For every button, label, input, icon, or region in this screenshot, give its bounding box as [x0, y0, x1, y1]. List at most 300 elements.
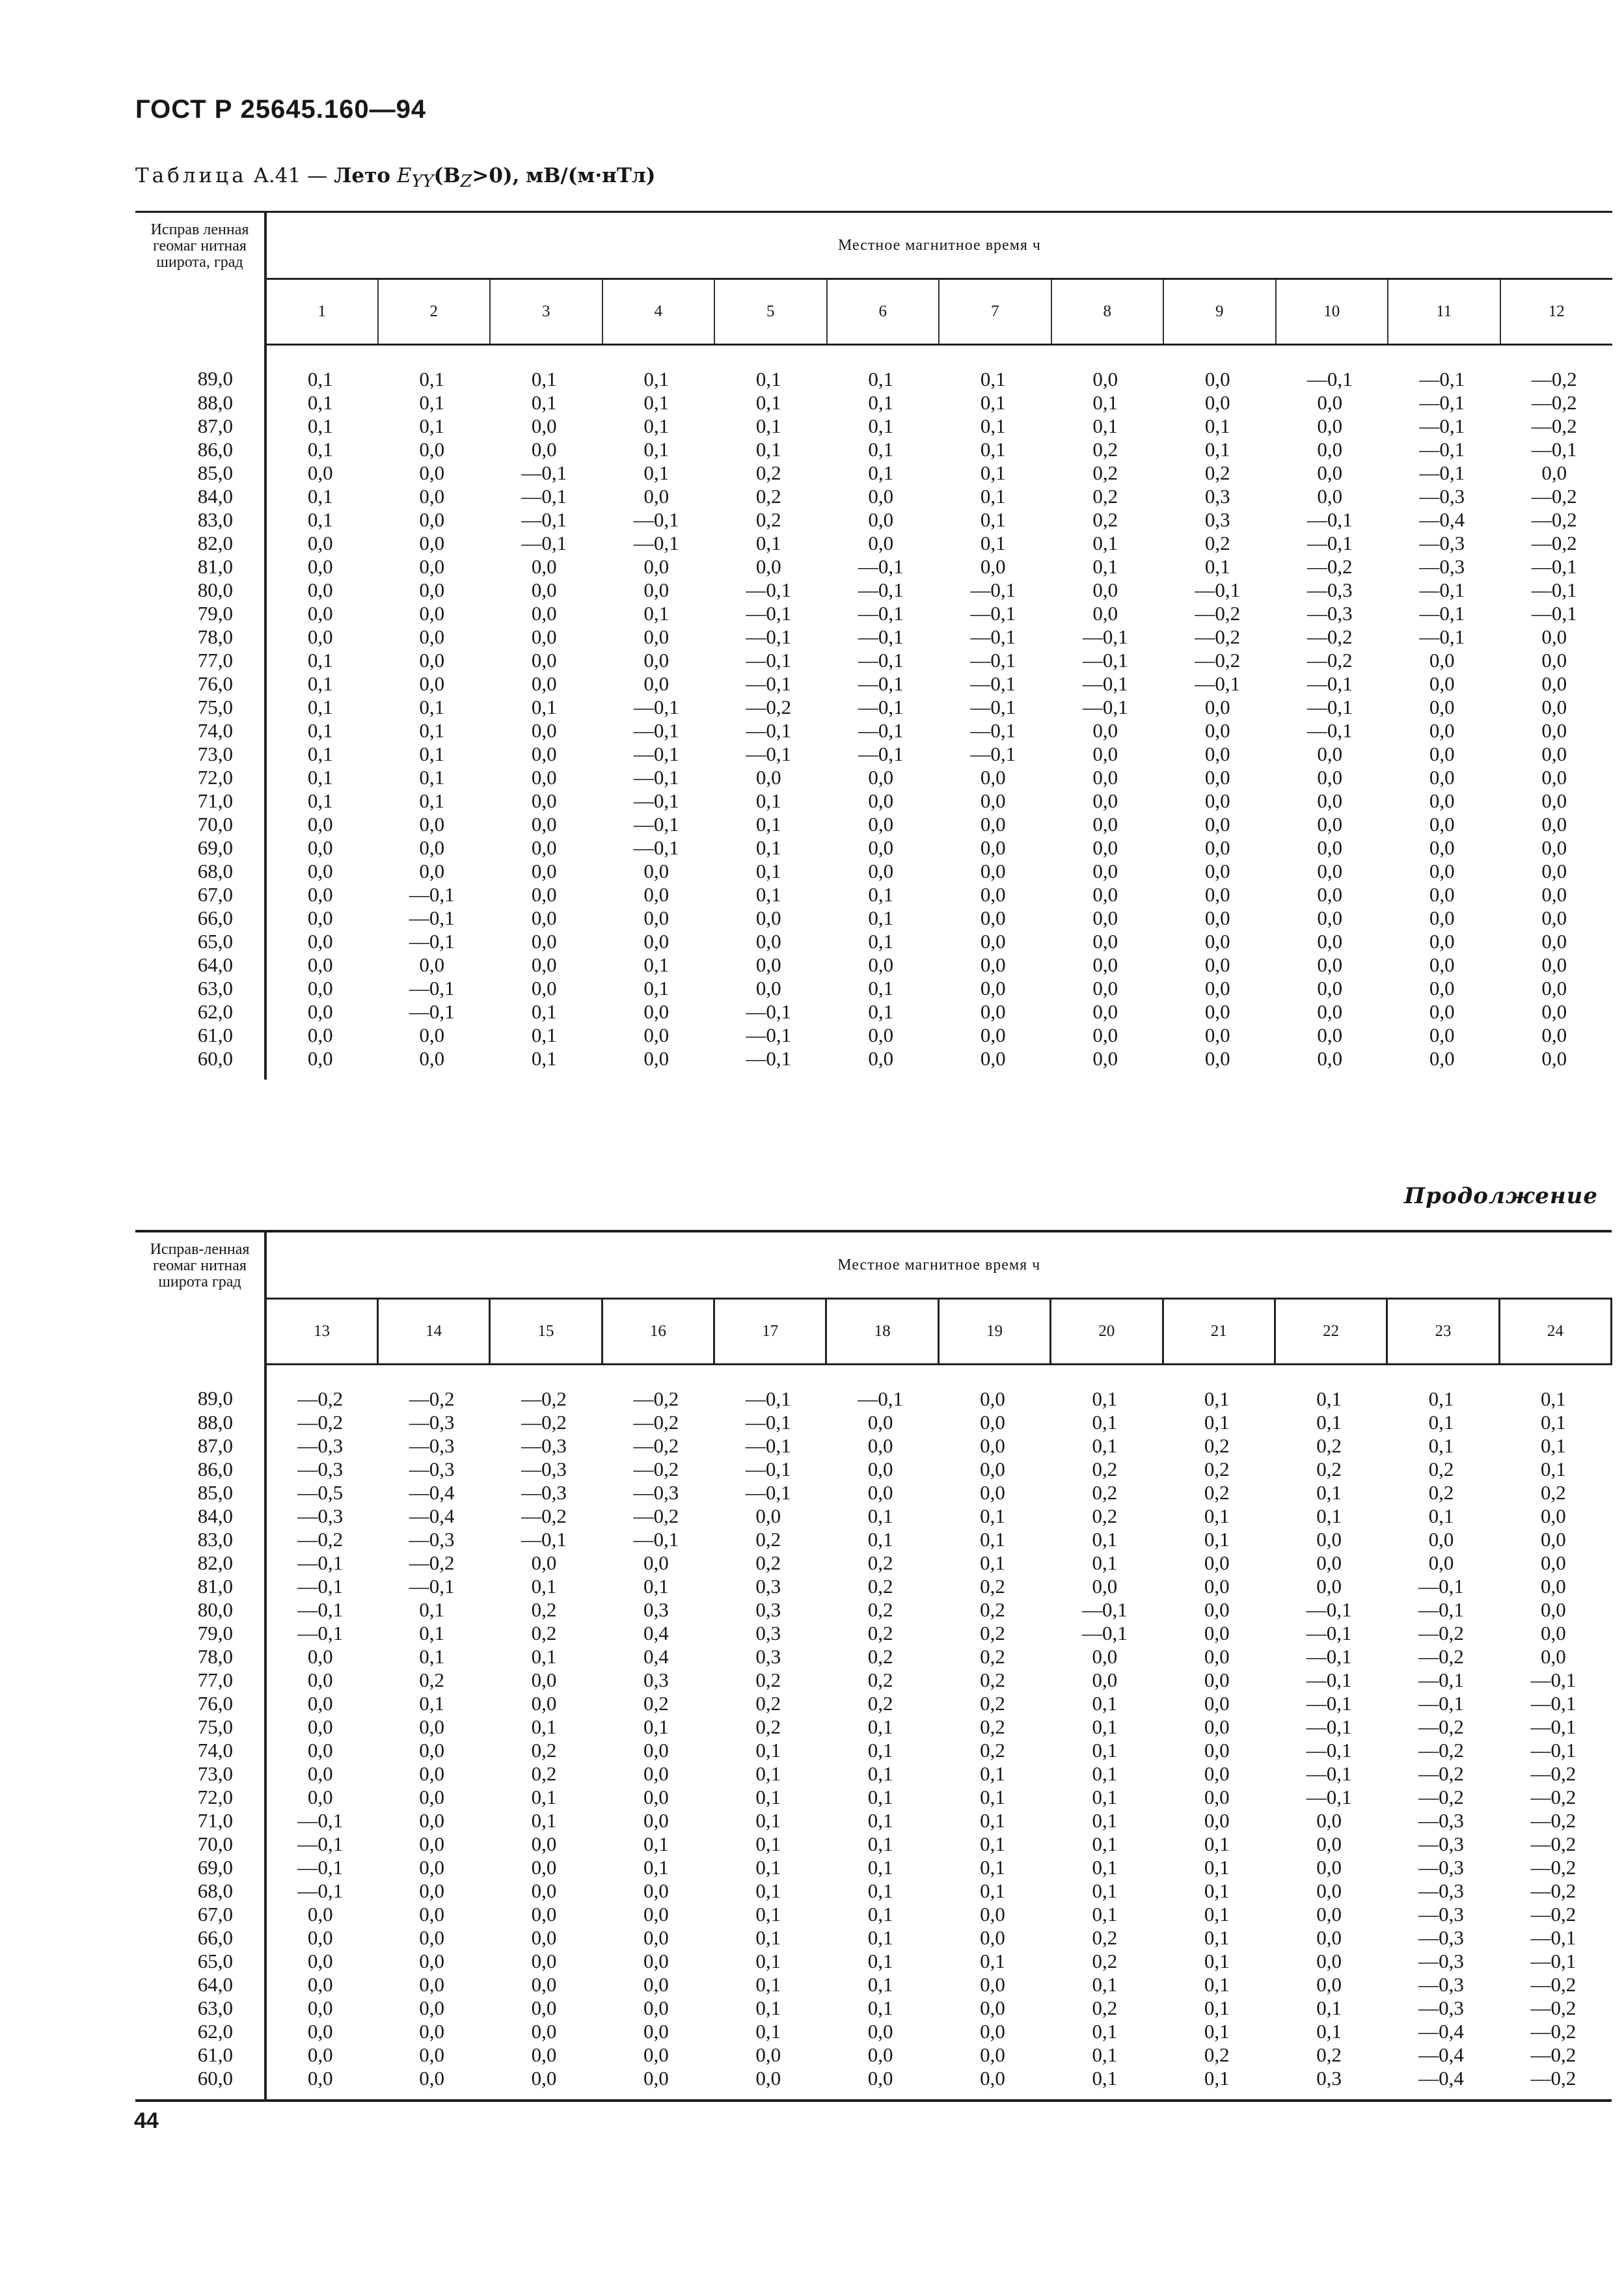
value-cell: 0,0	[1429, 860, 1455, 882]
value-cell: 0,0	[1092, 1000, 1118, 1023]
value-cell: 0,2	[867, 1692, 893, 1715]
value-cell: 0,1	[1204, 1505, 1230, 1527]
value-cell: 0,1	[419, 719, 445, 742]
value-cell: —0,1	[1531, 602, 1577, 625]
value-cell: 0,0	[1092, 1047, 1118, 1070]
latitude-cell: 80,0	[135, 579, 265, 602]
value-cell: —0,1	[1306, 719, 1353, 742]
table-row	[135, 672, 1612, 696]
value-cell: 0,0	[419, 485, 445, 508]
value-cell: 0,0	[1541, 1000, 1567, 1023]
latitude-cell: 76,0	[135, 672, 265, 696]
value-cell: 0,1	[1428, 1505, 1454, 1527]
value-cell: —0,2	[1418, 1622, 1464, 1644]
page-number: 44	[134, 2108, 159, 2133]
latitude-cell: 79,0	[135, 602, 265, 625]
value-cell: —0,1	[858, 602, 904, 625]
value-cell: 0,0	[419, 625, 445, 648]
value-cell: 0,1	[867, 1505, 893, 1527]
caption-number: А.41 —	[253, 164, 328, 187]
table-row	[135, 1715, 1612, 1739]
value-cell: —0,1	[633, 813, 679, 836]
value-cell: 0,1	[867, 1786, 893, 1808]
value-cell: 0,1	[1540, 1458, 1566, 1480]
value-cell: —0,1	[1081, 1622, 1128, 1644]
value-cell: —0,2	[1531, 532, 1577, 554]
value-cell: 0,0	[419, 1832, 444, 1855]
value-cell: 0,1	[867, 1926, 893, 1949]
value-cell: 0,1	[1316, 1481, 1342, 1504]
value-cell: 0,0	[980, 813, 1006, 836]
latitude-cell: 71,0	[135, 789, 265, 813]
value-cell: —0,1	[858, 649, 904, 672]
value-cell: 0,1	[531, 1000, 557, 1023]
value-cell: —0,1	[1530, 1739, 1577, 1762]
value-cell: 0,0	[531, 1903, 557, 1926]
value-cell: —0,1	[409, 1575, 455, 1598]
value-cell: 0,1	[1316, 2020, 1342, 2043]
latitude-cell: 67,0	[135, 883, 265, 906]
value-cell: 0,0	[867, 2067, 893, 2090]
value-cell: 0,1	[1092, 1387, 1118, 1410]
value-cell: 0,0	[755, 930, 781, 953]
value-cell: —0,1	[858, 696, 904, 718]
value-cell: 0,0	[1204, 1598, 1230, 1621]
value-cell: 0,0	[1429, 1000, 1455, 1023]
value-cell: 0,0	[643, 1809, 669, 1832]
value-cell: 0,1	[868, 415, 894, 437]
value-cell: —0,2	[1531, 508, 1577, 531]
value-cell: 0,1	[1204, 1950, 1230, 1972]
value-cell: —0,2	[633, 1505, 679, 1527]
table-row	[135, 1879, 1612, 1903]
value-cell: 0,0	[531, 438, 557, 461]
table-row	[135, 1856, 1612, 1879]
value-cell: —0,1	[1530, 1692, 1577, 1715]
value-cell: 0,1	[1204, 1528, 1230, 1551]
value-cell: 0,0	[868, 1024, 894, 1046]
latitude-cell: 69,0	[135, 836, 265, 860]
value-cell: —0,1	[970, 602, 1016, 625]
value-cell: 0,0	[1541, 953, 1567, 976]
table-row	[135, 345, 1612, 392]
value-cell: 0,0	[307, 625, 333, 648]
value-cell: 0,1	[980, 1832, 1005, 1855]
value-cell: 0,1	[1092, 2067, 1118, 2090]
caption-title: Лето	[333, 164, 390, 187]
value-cell: 0,0	[1317, 860, 1343, 882]
value-cell: 0,1	[1092, 2020, 1118, 2043]
value-cell: —0,3	[1306, 579, 1353, 601]
value-cell: —0,1	[970, 625, 1016, 648]
value-cell: —0,1	[633, 508, 679, 531]
value-cell: 0,1	[1204, 1996, 1230, 2019]
latitude-cell: 88,0	[135, 391, 265, 415]
value-cell: 0,0	[643, 1739, 669, 1762]
value-cell: 0,0	[307, 2067, 333, 2090]
value-cell: 0,0	[1092, 1645, 1118, 1668]
value-cell: 0,0	[419, 2043, 444, 2066]
value-cell: 0,1	[1204, 1973, 1230, 1996]
value-cell: 0,1	[1092, 1739, 1118, 1762]
latitude-cell: 74,0	[135, 719, 265, 742]
value-cell: 0,1	[1316, 1505, 1342, 1527]
value-cell: 0,0	[1204, 766, 1230, 789]
value-cell: 0,0	[980, 1926, 1005, 1949]
value-cell: 0,3	[755, 1645, 781, 1668]
value-cell: —0,4	[409, 1505, 455, 1527]
value-cell: 0,1	[307, 672, 333, 695]
row-header-label: Исправ-ленная геомаг нитная широта град	[135, 1231, 265, 1365]
hour-column-header: 12	[1500, 279, 1613, 345]
table-row	[135, 1434, 1612, 1458]
value-cell: 0,0	[307, 1668, 333, 1691]
value-cell: 0,2	[1428, 1458, 1454, 1480]
value-cell: 0,0	[1541, 813, 1567, 836]
table-row	[135, 766, 1612, 789]
value-cell: 0,2	[867, 1551, 893, 1574]
hour-column-header: 10	[1276, 279, 1388, 345]
value-cell: 0,0	[643, 1762, 669, 1785]
value-cell: —0,1	[1306, 672, 1353, 695]
value-cell: —0,2	[1418, 1786, 1464, 1808]
value-cell: —0,2	[409, 1551, 455, 1574]
latitude-cell: 77,0	[135, 649, 265, 672]
table-row	[135, 1692, 1612, 1715]
latitude-cell: 89,0	[135, 1365, 265, 1411]
value-cell: —0,1	[746, 1024, 792, 1046]
value-cell: —0,3	[409, 1411, 455, 1434]
value-cell: 0,0	[419, 579, 445, 601]
value-cell: 0,0	[419, 1926, 444, 1949]
value-cell: 0,0	[867, 1411, 893, 1434]
value-cell: 0,0	[980, 555, 1006, 578]
value-cell: 0,0	[867, 2043, 893, 2066]
value-cell: 0,0	[1204, 836, 1230, 859]
value-cell: 0,0	[1316, 1926, 1342, 1949]
value-cell: —0,2	[1530, 2020, 1577, 2043]
table-row	[135, 1047, 1612, 1080]
value-cell: 0,1	[307, 438, 333, 461]
value-cell: 0,0	[1204, 1692, 1230, 1715]
value-cell: 0,0	[531, 1996, 557, 2019]
value-cell: 0,1	[1092, 1809, 1118, 1832]
value-cell: —0,3	[1418, 1832, 1464, 1855]
table-row	[135, 2020, 1612, 2043]
hour-column-header: 18	[826, 1299, 938, 1365]
value-cell: 0,1	[1092, 1903, 1118, 1926]
caption-units: мВ/(м·нТл)	[526, 164, 656, 187]
value-cell: 0,0	[1429, 719, 1455, 742]
value-cell: 0,0	[1317, 836, 1343, 859]
value-cell: 0,0	[1092, 742, 1118, 765]
value-cell: 0,0	[755, 766, 781, 789]
latitude-cell: 82,0	[135, 532, 265, 555]
value-cell: 0,2	[1092, 438, 1118, 461]
value-cell: —0,1	[297, 1622, 344, 1644]
table-row	[135, 883, 1612, 906]
value-cell: —0,2	[1530, 1973, 1577, 1996]
value-cell: 0,0	[643, 1973, 669, 1996]
value-cell: —0,2	[1306, 625, 1353, 648]
value-cell: —0,3	[1418, 1903, 1464, 1926]
value-cell: —0,2	[1306, 649, 1353, 672]
value-cell: 0,0	[419, 672, 445, 695]
value-cell: —0,3	[409, 1528, 455, 1551]
value-cell: 0,0	[419, 1903, 444, 1926]
value-cell: —0,1	[297, 1879, 344, 1902]
table-row	[135, 836, 1612, 860]
value-cell: 0,0	[980, 1047, 1006, 1070]
value-cell: 0,0	[419, 813, 445, 836]
value-cell: 0,1	[419, 415, 445, 437]
value-cell: 0,2	[1204, 1434, 1230, 1457]
value-cell: —0,1	[745, 1458, 791, 1480]
value-cell: 0,1	[307, 696, 333, 718]
value-cell: 0,0	[1204, 860, 1230, 882]
latitude-cell: 67,0	[135, 1903, 265, 1926]
value-cell: 0,0	[643, 2020, 669, 2043]
hour-column-header: 19	[938, 1299, 1050, 1365]
value-cell: 0,1	[1092, 1973, 1118, 1996]
table-row	[135, 906, 1612, 930]
latitude-cell: 79,0	[135, 1622, 265, 1645]
value-cell: 0,2	[531, 1739, 557, 1762]
value-cell: 0,0	[531, 953, 557, 976]
value-cell: 0,2	[980, 1715, 1005, 1738]
value-cell: 0,0	[1317, 977, 1343, 1000]
value-cell: 0,1	[867, 1739, 893, 1762]
value-cell: —0,3	[1418, 1926, 1464, 1949]
value-cell: 0,0	[419, 1715, 444, 1738]
value-cell: 0,1	[755, 883, 781, 906]
value-cell: 0,0	[1204, 1762, 1230, 1785]
latitude-cell: 61,0	[135, 2043, 265, 2067]
value-cell: 0,1	[867, 1832, 893, 1855]
table-row	[135, 1024, 1612, 1047]
value-cell: 0,1	[980, 438, 1006, 461]
value-cell: 0,1	[980, 1879, 1005, 1902]
value-cell: 0,0	[1428, 1551, 1454, 1574]
value-cell: 0,0	[1092, 1575, 1118, 1598]
value-cell: 0,0	[531, 625, 557, 648]
value-cell: 0,0	[419, 508, 445, 531]
value-cell: 0,0	[419, 1786, 444, 1808]
value-cell: 0,1	[531, 1786, 557, 1808]
value-cell: 0,2	[867, 1622, 893, 1644]
value-cell: 0,1	[531, 1047, 557, 1070]
value-cell: —0,3	[409, 1458, 455, 1480]
value-cell: 0,0	[531, 1879, 557, 1902]
value-cell: 0,0	[307, 977, 333, 1000]
value-cell: —0,1	[521, 532, 567, 554]
latitude-cell: 62,0	[135, 2020, 265, 2043]
table-row	[135, 1575, 1612, 1598]
value-cell: 0,0	[1540, 1505, 1566, 1527]
value-cell: —0,3	[1418, 1996, 1464, 2019]
table-row	[135, 1668, 1612, 1692]
value-cell: 0,1	[307, 789, 333, 812]
value-cell: 0,2	[1092, 1926, 1118, 1949]
value-cell: 0,1	[1092, 1551, 1118, 1574]
value-cell: 0,0	[980, 930, 1006, 953]
value-cell: 0,0	[980, 2020, 1005, 2043]
value-cell: 0,0	[1429, 696, 1455, 718]
value-cell: —0,1	[746, 579, 792, 601]
value-cell: —0,1	[633, 696, 679, 718]
value-cell: —0,2	[1195, 625, 1241, 648]
value-cell: 0,0	[1316, 1856, 1342, 1879]
latitude-cell: 85,0	[135, 461, 265, 485]
value-cell: —0,2	[1530, 1762, 1577, 1785]
value-cell: —0,3	[1306, 602, 1353, 625]
latitude-cell: 86,0	[135, 438, 265, 461]
value-cell: 0,1	[868, 906, 894, 929]
value-cell: 0,0	[1204, 977, 1230, 1000]
value-cell: 0,1	[1204, 2020, 1230, 2043]
value-cell: 0,1	[755, 860, 781, 882]
value-cell: —0,3	[1418, 1879, 1464, 1902]
data-table-hours-13-24	[135, 1230, 1612, 2102]
value-cell: 0,0	[307, 906, 333, 929]
value-cell: 0,1	[1540, 1411, 1566, 1434]
latitude-cell: 68,0	[135, 1879, 265, 1903]
value-cell: 0,1	[1204, 1387, 1230, 1410]
value-cell: 0,2	[1092, 1950, 1118, 1972]
value-cell: 0,3	[643, 1668, 669, 1691]
value-cell: 0,1	[980, 1528, 1005, 1551]
value-cell: —0,1	[1306, 1739, 1352, 1762]
value-cell: 0,0	[1541, 1024, 1567, 1046]
value-cell: 0,1	[643, 438, 670, 461]
value-cell: —0,1	[858, 555, 904, 578]
value-cell: 0,0	[1317, 438, 1343, 461]
value-cell: 0,0	[307, 813, 333, 836]
value-cell: 0,0	[868, 508, 894, 531]
table-row	[135, 860, 1612, 883]
value-cell: —0,1	[1306, 1598, 1352, 1621]
value-cell: 0,1	[980, 461, 1006, 484]
value-cell: 0,0	[1541, 766, 1567, 789]
value-cell: 0,1	[755, 836, 781, 859]
value-cell: 0,0	[643, 625, 670, 648]
value-cell: 0,0	[1204, 368, 1230, 390]
table-row	[135, 1950, 1612, 1973]
value-cell: 0,0	[643, 1000, 670, 1023]
value-cell: 0,0	[868, 789, 894, 812]
value-cell: —0,1	[1306, 1762, 1352, 1785]
value-cell: 0,2	[1092, 485, 1118, 508]
value-cell: —0,1	[633, 766, 679, 789]
value-cell: 0,0	[980, 1996, 1005, 2019]
value-cell: —0,1	[1419, 415, 1465, 437]
value-cell: 0,0	[980, 1387, 1005, 1410]
value-cell: 0,2	[643, 1692, 669, 1715]
value-cell: 0,1	[531, 696, 557, 718]
value-cell: 0,1	[755, 391, 781, 414]
hour-column-header: 11	[1388, 279, 1500, 345]
value-cell: 0,0	[1429, 906, 1455, 929]
value-cell: 0,0	[980, 836, 1006, 859]
hour-column-header: 7	[939, 279, 1051, 345]
value-cell: 0,0	[1541, 696, 1567, 718]
value-cell: 0,0	[867, 1458, 893, 1480]
value-cell: 0,0	[1204, 1047, 1230, 1070]
value-cell: 0,1	[1092, 532, 1118, 554]
value-cell: 0,0	[1540, 1575, 1566, 1598]
value-cell: —0,2	[1530, 1879, 1577, 1902]
value-cell: 0,0	[1317, 813, 1343, 836]
value-cell: 0,0	[531, 789, 557, 812]
value-cell: 0,0	[980, 953, 1006, 976]
value-cell: 0,0	[643, 2043, 669, 2066]
value-cell: —0,3	[1418, 1950, 1464, 1972]
hour-column-header: 14	[377, 1299, 489, 1365]
value-cell: 0,0	[1092, 1024, 1118, 1046]
value-cell: 0,0	[531, 2020, 557, 2043]
value-cell: 0,0	[531, 1692, 557, 1715]
table-row	[135, 625, 1612, 649]
value-cell: —0,1	[297, 1575, 344, 1598]
value-cell: 0,1	[1204, 1411, 1230, 1434]
value-cell: 0,0	[419, 1809, 444, 1832]
value-cell: 0,0	[1317, 883, 1343, 906]
value-cell: —0,1	[1306, 508, 1353, 531]
value-cell: —0,2	[297, 1528, 344, 1551]
value-cell: 0,0	[419, 1879, 444, 1902]
value-cell: 0,0	[531, 766, 557, 789]
value-cell: —0,2	[1530, 1996, 1577, 2019]
value-cell: 0,1	[868, 438, 894, 461]
latitude-cell: 75,0	[135, 696, 265, 719]
latitude-cell: 83,0	[135, 1528, 265, 1551]
hour-column-header: 6	[827, 279, 940, 345]
value-cell: —0,2	[521, 1387, 567, 1410]
value-cell: —0,2	[297, 1387, 344, 1410]
value-cell: —0,1	[1306, 1645, 1352, 1668]
value-cell: 0,0	[1092, 766, 1118, 789]
value-cell: 0,2	[1540, 1481, 1566, 1504]
value-cell: —0,1	[745, 1434, 791, 1457]
value-cell: —0,1	[409, 906, 455, 929]
latitude-cell: 65,0	[135, 1950, 265, 1973]
value-cell: 0,1	[419, 1645, 444, 1668]
value-cell: 0,1	[867, 1715, 893, 1738]
value-cell: 0,1	[307, 649, 333, 672]
value-cell: 0,0	[307, 1692, 333, 1715]
hour-column-header: 21	[1163, 1299, 1275, 1365]
latitude-cell: 82,0	[135, 1551, 265, 1575]
value-cell: 0,2	[755, 1551, 781, 1574]
value-cell: —0,2	[1530, 2067, 1577, 2090]
value-cell: 0,0	[1204, 1551, 1230, 1574]
value-cell: 0,2	[1204, 1481, 1230, 1504]
value-cell: 0,0	[419, 1739, 444, 1762]
value-cell: 0,1	[307, 766, 333, 789]
value-cell: 0,0	[419, 1024, 445, 1046]
value-cell: 0,1	[1092, 1856, 1118, 1879]
value-cell: 0,0	[531, 1551, 557, 1574]
value-cell: 0,2	[1204, 2043, 1230, 2066]
value-cell: 0,0	[1204, 1622, 1230, 1644]
value-cell: 0,0	[419, 953, 445, 976]
value-cell: 0,0	[307, 860, 333, 882]
value-cell: 0,0	[419, 555, 445, 578]
value-cell: 0,0	[980, 1481, 1005, 1504]
value-cell: —0,4	[1418, 2020, 1464, 2043]
value-cell: 0,1	[980, 368, 1006, 390]
value-cell: —0,1	[970, 579, 1016, 601]
